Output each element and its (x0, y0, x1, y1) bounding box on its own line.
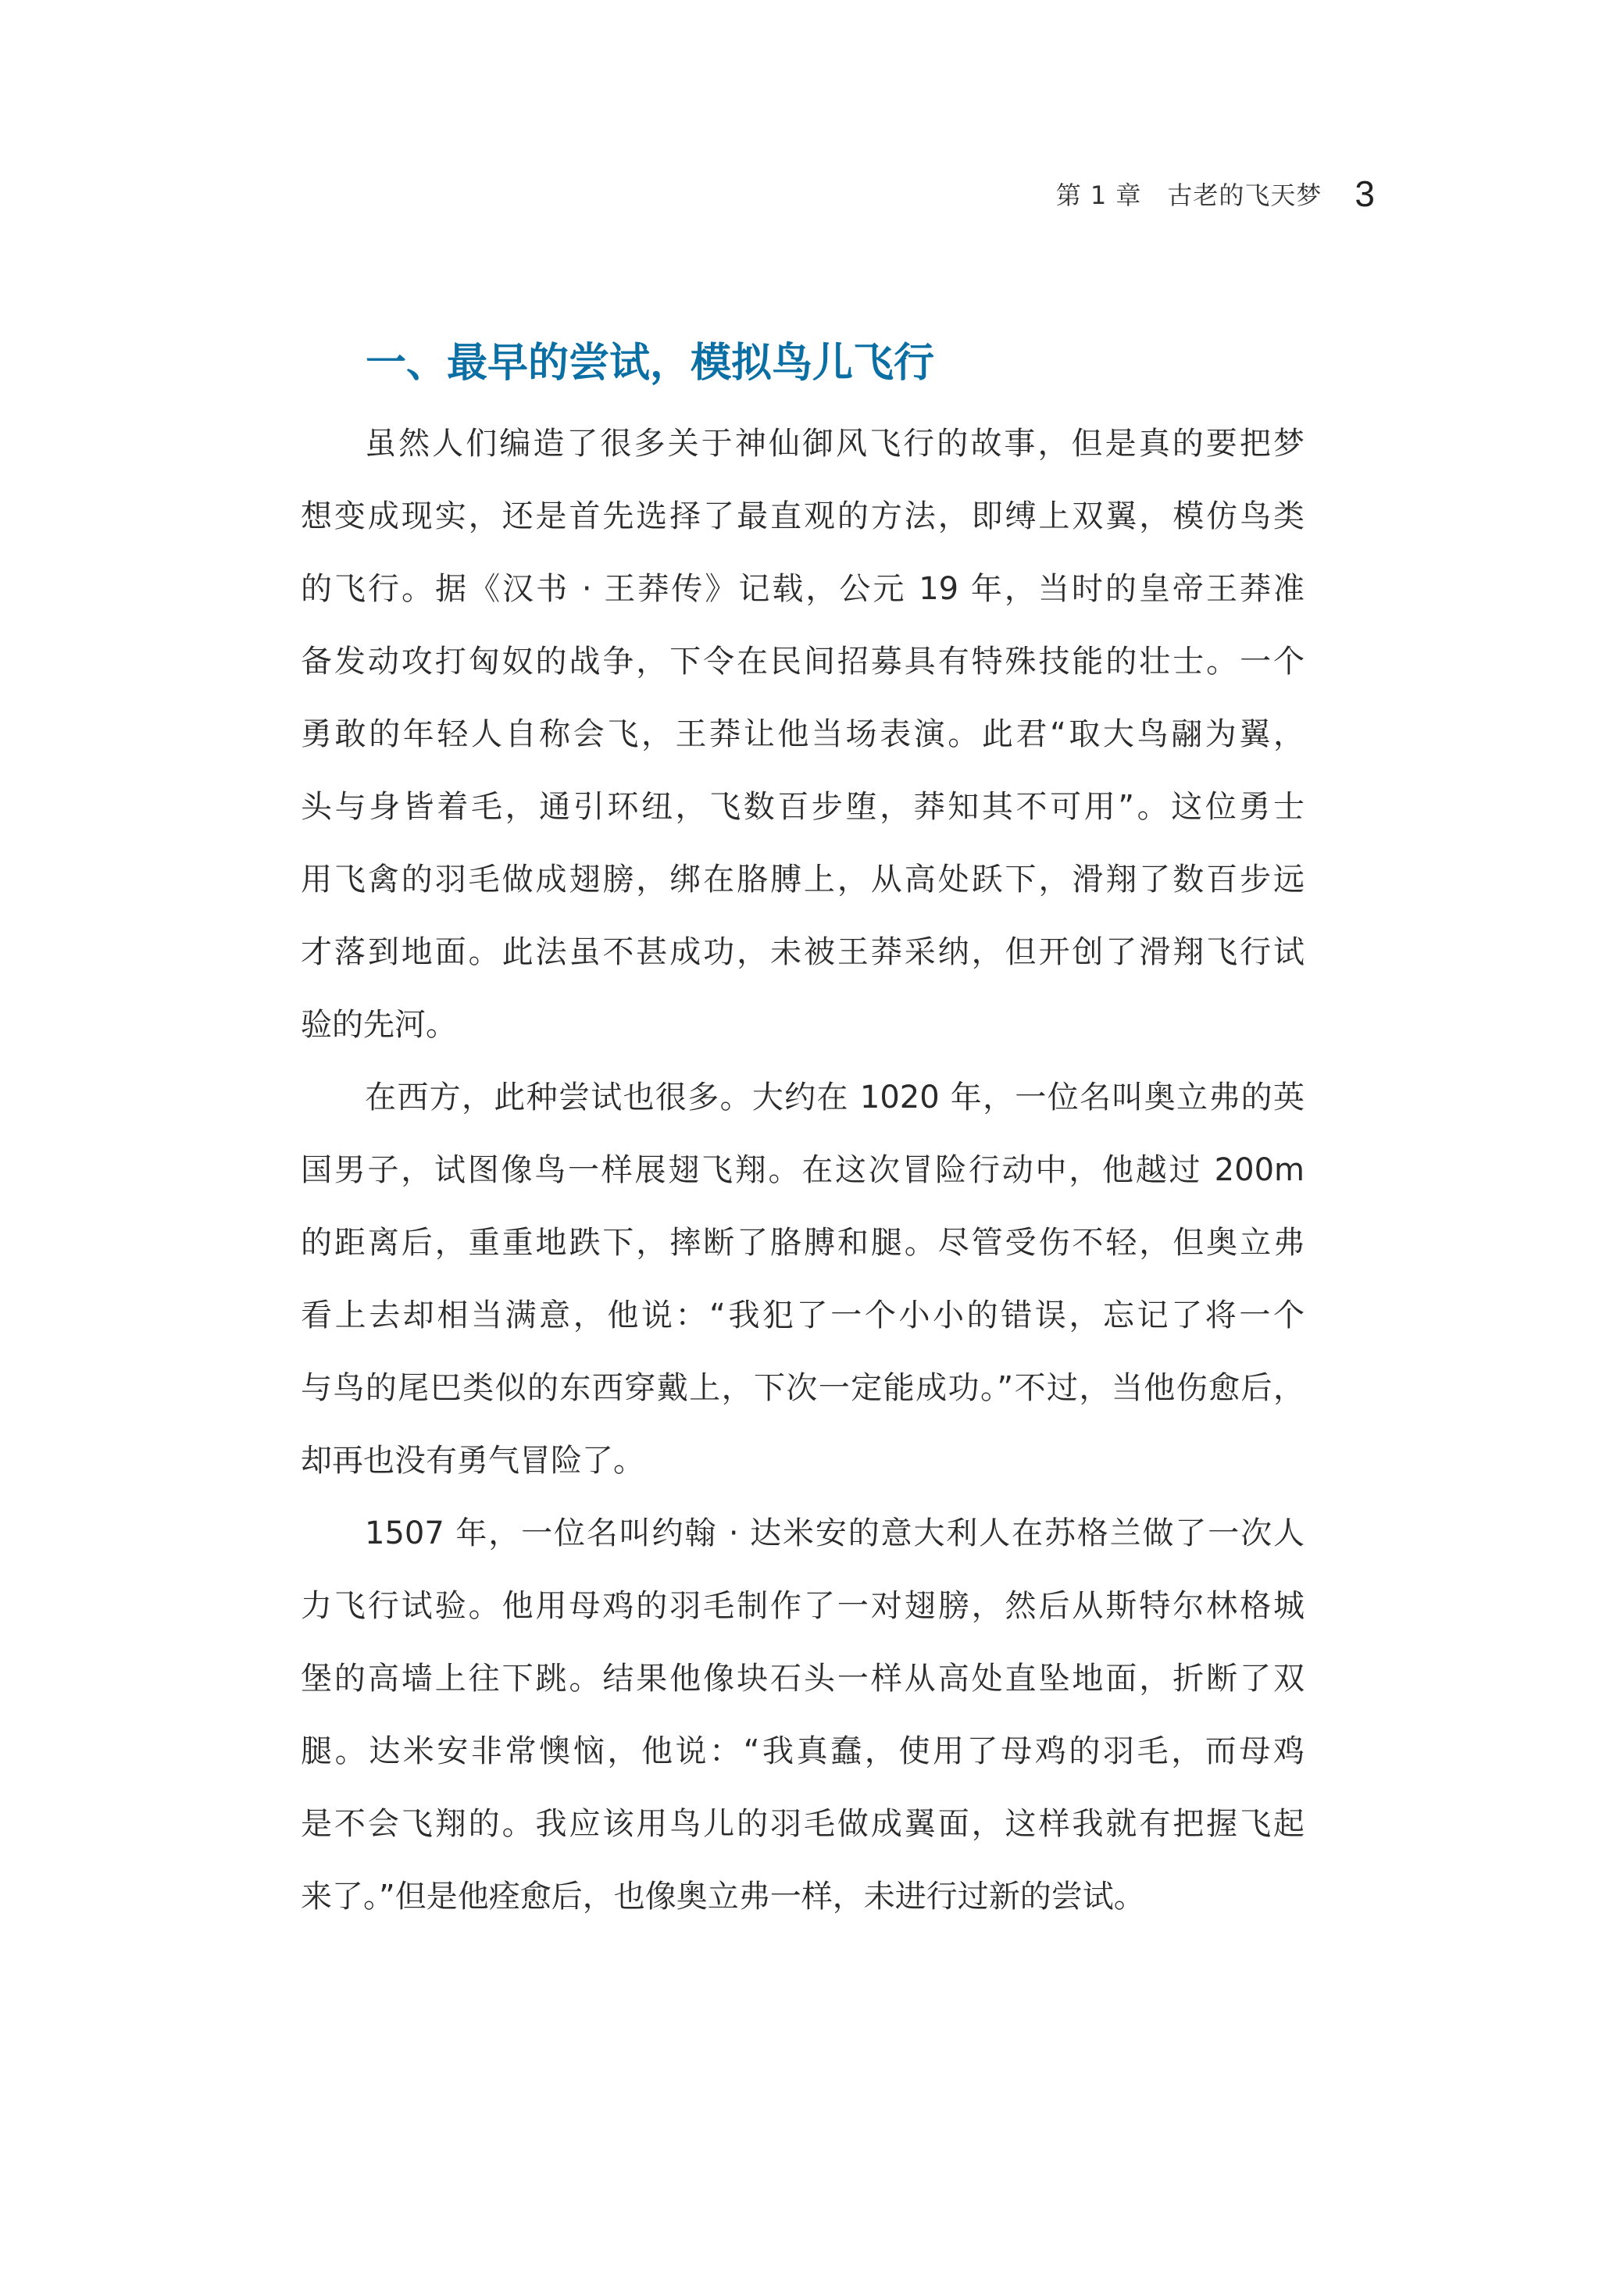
text-line: 的飞行。据《汉书 · 王莽传》记载，公元 19 年，当时的皇帝王莽准 (301, 571, 1305, 607)
text-line: 腿。达米安非常懊恼，他说：“我真蠢，使用了母鸡的羽毛，而母鸡 (301, 1733, 1305, 1769)
text-line: 头与身皆着毛，通引环纽，飞数百步堕，莽知其不可用”。这位勇士 (301, 789, 1305, 825)
text-line: 堡的高墙上往下跳。结果他像块石头一样从高处直坠地面，折断了双 (301, 1661, 1305, 1697)
text-line: 来了。”但是他痊愈后，也像奥立弗一样，未进行过新的尝试。 (301, 1879, 1145, 1915)
body-text (301, 408, 1305, 1933)
text-line: 勇敢的年轻人自称会飞，王莽让他当场表演。此君“取大鸟翮为翼， (301, 716, 1305, 752)
text-line: 国男子，试图像鸟一样展翅飞翔。在这次冒险行动中，他越过 200m (301, 1152, 1305, 1188)
text-line: 在西方，此种尝试也很多。大约在 1020 年，一位名叫奥立弗的英 (365, 1080, 1305, 1115)
text-line: 验的先河。 (301, 1007, 457, 1043)
page-number: 3 (1355, 173, 1375, 214)
text-line: 力飞行试验。他用母鸡的羽毛制作了一对翅膀，然后从斯特尔林格城 (301, 1588, 1305, 1624)
text-line: 用飞禽的羽毛做成翅膀，绑在胳膊上，从高处跃下，滑翔了数百步远 (301, 862, 1305, 898)
text-line: 看上去却相当满意，他说：“我犯了一个小小的错误，忘记了将一个 (301, 1297, 1305, 1333)
text-line: 与鸟的尾巴类似的东西穿戴上，下次一定能成功。”不过，当他伤愈后， (301, 1370, 1305, 1406)
chapter-title: 第 1 章 古老的飞天梦 (1055, 180, 1322, 210)
text-line: 想变成现实，还是首先选择了最直观的方法，即缚上双翼，模仿鸟类 (301, 498, 1305, 534)
text-line: 才落到地面。此法虽不甚成功，未被王莽采纳，但开创了滑翔飞行试 (301, 934, 1305, 970)
text-line: 却再也没有勇气冒险了。 (301, 1443, 644, 1479)
text-line: 备发动攻打匈奴的战争，下令在民间招募具有特殊技能的壮士。一个 (301, 644, 1305, 680)
section-title: 一、最早的尝试，模拟鸟儿飞行 (366, 340, 935, 387)
running-header (1047, 170, 1375, 217)
text-line: 的距离后，重重地跌下，摔断了胳膊和腿。尽管受伤不轻，但奥立弗 (301, 1225, 1305, 1261)
text-line: 虽然人们编造了很多关于神仙御风飞行的故事，但是真的要把梦 (365, 426, 1305, 462)
text-line: 1507 年，一位名叫约翰 · 达米安的意大利人在苏格兰做了一次人 (365, 1515, 1305, 1551)
text-line: 是不会飞翔的。我应该用鸟儿的羽毛做成翼面，这样我就有把握飞起 (301, 1806, 1305, 1842)
